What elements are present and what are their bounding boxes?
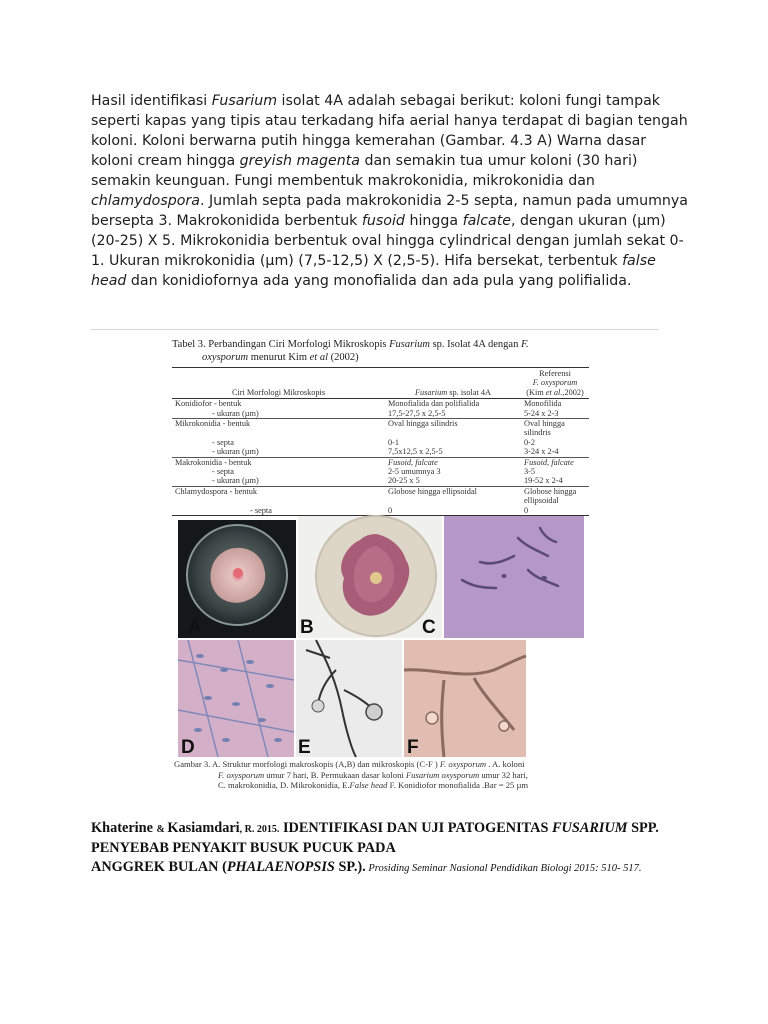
caption-text: menurut Kim <box>248 352 310 363</box>
figure-panel-e <box>296 640 402 757</box>
microconidia-micrograph <box>178 640 294 757</box>
para-text: hingga <box>404 213 463 229</box>
para-text: dan semakin tua umur koloni (30 hari) semakin keunguan. Fungi membentuk makrokonidia, mikrokonidia dan <box>91 153 638 189</box>
citation-title-italic: FUSARIUM <box>552 820 628 836</box>
table-cell-c3: Globose hingga ellipsoidal <box>521 486 589 505</box>
table-cell-c3: Oval hingga silindris <box>521 419 589 438</box>
para-italic: greyish magenta <box>239 153 360 169</box>
figure-caption-line-2 <box>174 770 594 781</box>
para-italic: Fusarium <box>211 93 278 109</box>
caption-text: sp. Isolat 4A dengan <box>429 339 521 350</box>
citation-authors: Kasiamdari <box>167 820 240 836</box>
panel-label-b: B <box>300 617 314 638</box>
para-italic: chlamydospora <box>91 193 200 209</box>
citation <box>91 819 711 878</box>
caption-text: C. makrokonidia, D. Mikrokonidia, E. <box>218 780 350 791</box>
table-cell-c1: - septa <box>172 506 385 516</box>
citation-title: SPP. <box>627 820 659 836</box>
para-text: dan konidiofornya ada yang monofialida dan ada pula yang polifialida. <box>126 273 632 289</box>
header-text: sp. isolat 4A <box>447 387 492 397</box>
caption-italic: Fusarium oxysporum <box>405 769 480 780</box>
figure-caption-line-1 <box>174 759 594 770</box>
table-caption <box>172 338 592 364</box>
figure-panel-c <box>422 516 584 638</box>
table-cell-c2: 0-1 <box>388 437 400 447</box>
conidiophore-micrograph <box>404 640 526 757</box>
table-row <box>172 447 589 457</box>
table-cell-c1: Mikrokonidia - bentuk <box>172 419 385 438</box>
table-row <box>172 438 589 447</box>
figure-panel-f <box>404 640 526 757</box>
panel-label-d: D <box>181 737 195 758</box>
table-cell-c2: 7,5x12,5 x 2,5-5 <box>388 447 443 457</box>
citation-authors: Khaterine <box>91 820 157 836</box>
table-header-row <box>172 368 589 399</box>
table-cell-c3: 0 <box>521 506 589 516</box>
header-col-2 <box>385 368 521 399</box>
header-italic: et al. <box>545 387 563 397</box>
header-col-3 <box>521 368 589 399</box>
macroconidia-micrograph <box>444 516 584 638</box>
caption-text: F. Konidiofor monofialida .Bar = 25 µm <box>387 780 529 791</box>
para-italic: false head <box>91 253 656 289</box>
caption-italic: Fusarium <box>389 339 430 350</box>
caption-text: umur 7 hari, B. Permukaan dasar koloni <box>264 769 406 780</box>
citation-title-italic: PHALAENOPSIS <box>226 859 335 875</box>
table-row <box>172 457 589 467</box>
citation-title: SP.). <box>334 859 366 875</box>
table-row <box>172 506 589 516</box>
table-caption-line-2 <box>172 351 592 364</box>
table-row <box>172 476 589 486</box>
colony-reverse-image <box>298 516 442 638</box>
caption-text: . A. koloni <box>486 759 525 769</box>
table-cell-c2: 17,5-27,5 x 2,5-5 <box>388 408 446 418</box>
caption-italic: F. <box>520 339 529 350</box>
separator-line <box>91 329 659 330</box>
body-paragraph <box>91 91 691 291</box>
para-italic: falcate <box>462 213 512 229</box>
para-text: . Jumlah septa pada makrokonidia 2-5 septa, namun pada umumnya bersepta 3. Makrokonidida berbentuk <box>91 193 688 229</box>
panel-label-c: C <box>422 617 436 638</box>
table-cell-c1: - septa <box>212 437 234 447</box>
table-row <box>172 399 589 409</box>
caption-italic: F. oxysporum <box>439 759 487 769</box>
table-cell-c2: 0 <box>385 506 521 516</box>
table-cell-c1: - septa <box>212 467 234 477</box>
caption-italic: oxysporum <box>202 352 249 363</box>
header-ref <box>524 388 586 397</box>
table-cell-c3: 19-52 x 2-4 <box>524 476 563 486</box>
para-text: Hasil identifikasi <box>91 93 212 109</box>
caption-text: (2002) <box>328 352 359 363</box>
citation-line-3 <box>91 858 711 878</box>
header-text: ,2002) <box>562 387 584 397</box>
figure-caption <box>174 759 594 791</box>
panel-label-e: E <box>298 737 311 758</box>
table-body <box>172 399 589 516</box>
figure-caption-line-3 <box>174 780 594 791</box>
figure-panel-a <box>178 520 296 638</box>
morphology-table <box>172 367 589 516</box>
figure-panel-b <box>298 516 442 638</box>
table-cell-c1: - ukuran (µm) <box>212 476 259 486</box>
table-cell-c2: 20-25 x 5 <box>388 476 420 486</box>
table-cell-c2: Globose hingga ellipsoidal <box>385 486 521 505</box>
header-italic: Fusarium <box>414 387 448 397</box>
table-cell-c2: Oval hingga silindris <box>385 419 521 438</box>
para-text: isolat 4A adalah sebagai berikut: koloni fungi tampak seperti kapas yang tipis atau terkadang hifa aerial hanya terdapat di bagian tengah koloni. Koloni berwarna putih hingga kemerahan (Gambar. 4.3 A) Warna dasar koloni cream hingga <box>91 93 688 169</box>
table-row <box>172 419 589 438</box>
table-cell-c1: Makrokonidia - bentuk <box>172 457 385 467</box>
caption-italic: et al <box>309 352 328 363</box>
citation-line-1 <box>91 819 711 839</box>
table-cell-c3: Monofilida <box>521 399 589 409</box>
citation-source: Prosiding Seminar Nasional Pendidikan Biologi 2015: 510- 517. <box>365 863 642 874</box>
table-row <box>172 467 589 476</box>
table-cell-c1: Konidiofor - bentuk <box>172 399 385 409</box>
header-text: Ciri Morfologi Mikroskopis <box>231 387 326 397</box>
table-cell-c3: 0-2 <box>524 437 536 447</box>
table-cell-c2: Monofialida dan polifialida <box>385 399 521 409</box>
header-italic: F. oxysporum <box>532 378 578 388</box>
table-cell-c3: 3-5 <box>524 467 536 477</box>
table-cell-c1: - ukuran (µm) <box>212 408 259 418</box>
caption-text: Gambar 3. A. Struktur morfologi makroskopis (A,B) dan mikroskopis (C-F ) <box>174 759 440 769</box>
header-text: Referensi <box>539 369 571 378</box>
figure-panel-d <box>178 640 294 757</box>
false-head-micrograph <box>296 640 402 757</box>
table-cell-c3: 5-24 x 2-3 <box>524 408 559 418</box>
panel-label-f: F <box>407 737 419 758</box>
table-cell-c3: 3-24 x 2-4 <box>524 447 559 457</box>
caption-text: Tabel 3. Perbandingan Ciri Morfologi Mikroskopis <box>172 339 390 350</box>
caption-italic: F. oxysporum <box>218 769 265 780</box>
citation-year: , R. 2015. <box>239 824 280 835</box>
header-text: (Kim <box>526 387 546 397</box>
citation-ampersand: & <box>156 824 168 835</box>
citation-line-2: PENYEBAB PENYAKIT BUSUK PUCUK PADA <box>91 840 396 856</box>
table-cell-c2: Fusoid, falcate <box>385 457 521 467</box>
caption-text: umur 32 hari, <box>479 769 528 780</box>
header-col-1 <box>172 368 385 399</box>
table-cell-c1: - ukuran (µm) <box>212 447 259 457</box>
table-caption-line-1 <box>172 338 592 351</box>
table-row <box>172 409 589 419</box>
table-cell-c2: 2-5 umumnya 3 <box>388 467 441 477</box>
caption-italic: False head <box>349 780 388 791</box>
panel-label-a: A <box>188 617 202 638</box>
citation-title: ANGGREK BULAN ( <box>91 859 227 875</box>
citation-title: IDENTIFIKASI DAN UJI PATOGENITAS <box>279 820 553 836</box>
para-italic: fusoid <box>361 213 405 229</box>
para-text: , dengan ukuran (µm) (20-25) X 5. Mikrokonidia berbentuk oval hingga cylindrical dengan jumlah sekat 0-1. Ukuran mikrokonidia (µm) (7,5-12,5) X (2,5-5). Hifa bersekat, terbentuk <box>91 213 684 269</box>
table-cell-c3: Fusoid, falcate <box>521 457 589 467</box>
table-cell-c1: Chlamydospora - bentuk <box>172 486 385 505</box>
table-row <box>172 486 589 505</box>
